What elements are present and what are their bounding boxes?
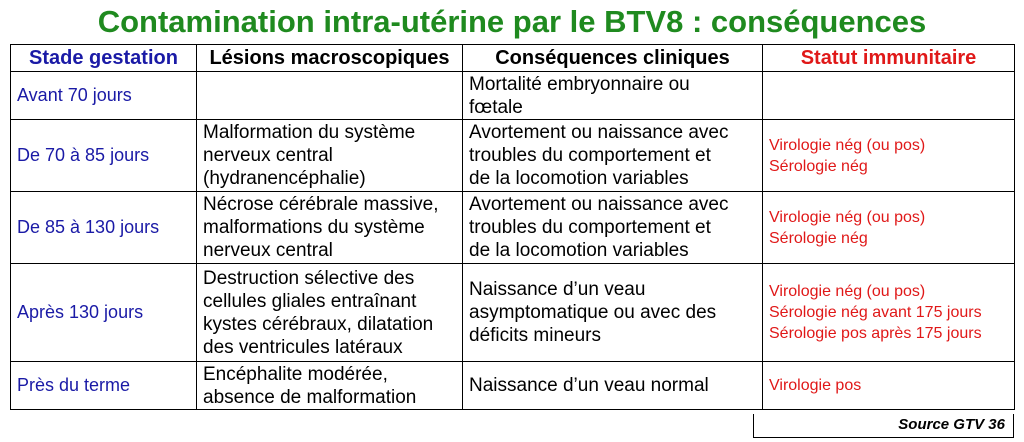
header-immune: Statut immunitaire bbox=[763, 45, 1015, 72]
immune-cell bbox=[763, 362, 1015, 410]
consequences-table bbox=[10, 44, 1015, 410]
immune-line: Sérologie nég avant 175 jours bbox=[769, 304, 982, 321]
immune-line: Virologie nég (ou pos) bbox=[769, 208, 926, 226]
stage-cell: De 70 à 85 jours bbox=[11, 120, 197, 192]
header-lesions: Lésions macroscopiques bbox=[197, 45, 463, 72]
clinical-line: asymptomatique ou avec des bbox=[469, 302, 717, 323]
lesions-cell bbox=[197, 362, 463, 410]
stage-cell: De 85 à 130 jours bbox=[11, 192, 197, 264]
lesions-line: Encéphalite modérée, bbox=[203, 363, 388, 385]
clinical-cell bbox=[463, 362, 763, 410]
clinical-line: fœtale bbox=[469, 96, 523, 118]
immune-cell bbox=[763, 72, 1015, 120]
clinical-line: troubles du comportement et bbox=[469, 145, 711, 166]
header-stage: Stade gestation bbox=[11, 45, 197, 72]
clinical-line: déficits mineurs bbox=[469, 325, 601, 346]
lesions-line: cellules gliales entraînant bbox=[203, 290, 417, 312]
table-row bbox=[11, 120, 1015, 192]
clinical-cell bbox=[463, 264, 763, 362]
clinical-cell bbox=[463, 72, 763, 120]
clinical-line: de la locomotion variables bbox=[469, 240, 689, 261]
immune-line: Virologie nég (ou pos) bbox=[769, 283, 926, 300]
lesions-cell bbox=[197, 120, 463, 192]
table-row bbox=[11, 362, 1015, 410]
immune-line: Sérologie pos après 175 jours bbox=[769, 325, 982, 342]
lesions-line: nerveux central bbox=[203, 240, 333, 261]
lesions-line: Destruction sélective des bbox=[203, 267, 415, 289]
clinical-line: Avortement ou naissance avec bbox=[469, 122, 729, 143]
lesions-line: malformations du système bbox=[203, 217, 425, 238]
table-row bbox=[11, 264, 1015, 362]
clinical-line: Avortement ou naissance avec bbox=[469, 194, 729, 215]
immune-cell bbox=[763, 120, 1015, 192]
lesions-cell bbox=[197, 264, 463, 362]
lesions-cell bbox=[197, 192, 463, 264]
table-row bbox=[11, 72, 1015, 120]
lesions-line: absence de malformation bbox=[203, 386, 417, 408]
clinical-line: Mortalité embryonnaire ou bbox=[469, 73, 690, 95]
lesions-line: nerveux central bbox=[203, 145, 333, 166]
lesions-line: des ventricules latéraux bbox=[203, 336, 403, 358]
clinical-line: Naissance d’un veau bbox=[469, 279, 646, 300]
immune-line: Sérologie nég bbox=[769, 229, 868, 247]
immune-cell bbox=[763, 264, 1015, 362]
lesions-line: Malformation du système bbox=[203, 122, 416, 143]
stage-cell: Avant 70 jours bbox=[11, 72, 197, 120]
lesions-cell bbox=[197, 72, 463, 120]
header-row bbox=[11, 45, 1015, 72]
clinical-line: de la locomotion variables bbox=[469, 168, 689, 189]
table-row bbox=[11, 192, 1015, 264]
lesions-line: Nécrose cérébrale massive, bbox=[203, 194, 439, 215]
immune-line: Virologie nég (ou pos) bbox=[769, 136, 926, 154]
page-title: Contamination intra-utérine par le BTV8 : conséquences bbox=[97, 4, 927, 39]
source-note: Source GTV 36 bbox=[753, 414, 1014, 438]
immune-line: Virologie pos bbox=[769, 377, 862, 394]
header-clinical: Conséquences cliniques bbox=[463, 45, 763, 72]
immune-line: Sérologie nég bbox=[769, 157, 868, 175]
clinical-line: Naissance d’un veau normal bbox=[469, 375, 709, 396]
clinical-cell bbox=[463, 192, 763, 264]
stage-cell: Après 130 jours bbox=[11, 264, 197, 362]
immune-cell bbox=[763, 192, 1015, 264]
lesions-line: kystes cérébraux, dilatation bbox=[203, 313, 434, 335]
lesions-line: (hydranencéphalie) bbox=[203, 168, 366, 189]
clinical-cell bbox=[463, 120, 763, 192]
clinical-line: troubles du comportement et bbox=[469, 217, 711, 238]
stage-cell: Près du terme bbox=[11, 362, 197, 410]
